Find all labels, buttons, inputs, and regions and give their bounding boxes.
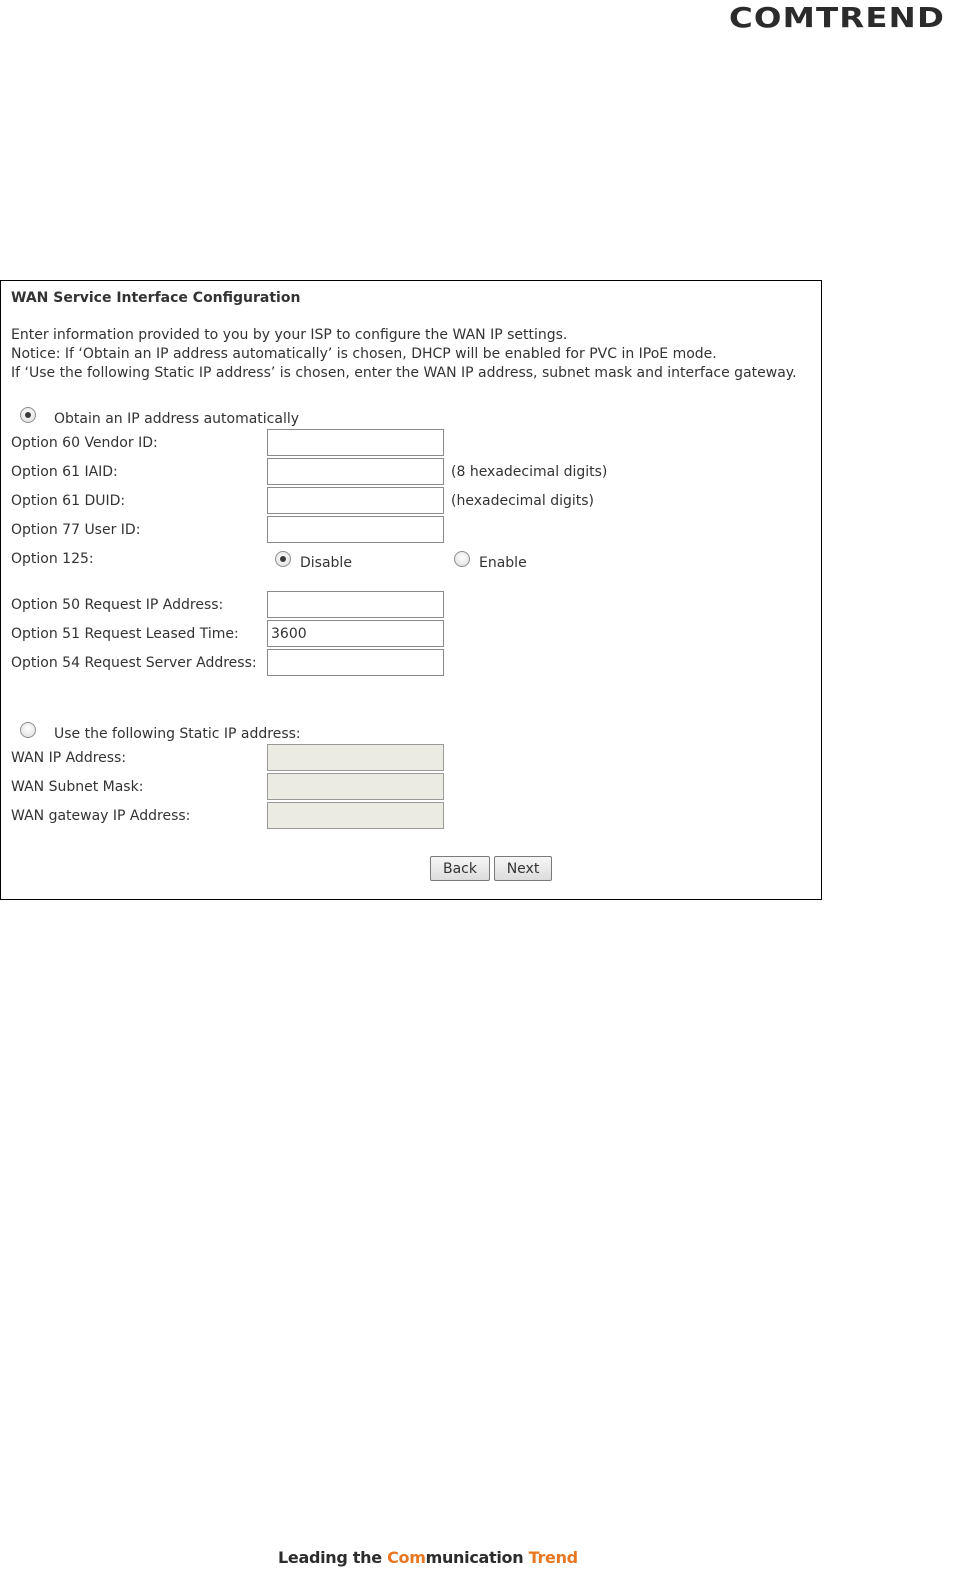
next-button[interactable]: Next (494, 856, 552, 881)
intro-line-3: If ‘Use the following Static IP address’ is chosen, enter the WAN IP address, subnet mask and interface gateway. (11, 365, 797, 381)
wan-subnet-input[interactable] (267, 773, 444, 800)
back-button[interactable]: Back (430, 856, 490, 881)
comtrend-logo (729, 2, 947, 30)
option60-vendor-id-input[interactable] (267, 429, 444, 456)
option51-leased-time-input[interactable] (267, 620, 444, 647)
obtain-auto-radio[interactable] (20, 407, 36, 423)
wan-subnet-label: WAN Subnet Mask: (11, 779, 144, 795)
static-ip-label: Use the following Static IP address: (54, 726, 301, 742)
option125-enable-radio[interactable] (454, 551, 470, 567)
wan-gateway-input[interactable] (267, 802, 444, 829)
wan-service-config-panel (0, 280, 822, 900)
wan-gateway-label: WAN gateway IP Address: (11, 808, 191, 824)
logo-text: COMTREND (729, 2, 945, 30)
comtrend-logo-svg (729, 2, 947, 30)
option125-disable-radio[interactable] (275, 551, 291, 567)
footer-part-1: Leading the (278, 1548, 388, 1567)
option61-iaid-input[interactable] (267, 458, 444, 485)
option54-server-address-input[interactable] (267, 649, 444, 676)
obtain-auto-label: Obtain an IP address automatically (54, 411, 300, 427)
footer-part-4: Trend (528, 1548, 578, 1567)
intro-line-2: Notice: If ‘Obtain an IP address automatically’ is chosen, DHCP will be enabled for PVC in IPoE mode. (11, 346, 717, 362)
wan-ip-input[interactable] (267, 744, 444, 771)
footer-part-2: Com (387, 1548, 426, 1567)
option125-label: Option 125: (11, 551, 94, 567)
footer-part-3: munication (425, 1548, 529, 1567)
option61-duid-hint: (hexadecimal digits) (451, 493, 595, 509)
option50-request-ip-input[interactable] (267, 591, 444, 618)
option61-iaid-label: Option 61 IAID: (11, 464, 118, 480)
footer-tagline (278, 1548, 578, 1567)
option61-duid-label: Option 61 DUID: (11, 493, 126, 509)
option50-label: Option 50 Request IP Address: (11, 597, 224, 613)
panel-title: WAN Service Interface Configuration (11, 290, 301, 306)
static-ip-radio[interactable] (20, 722, 36, 738)
option61-iaid-hint: (8 hexadecimal digits) (451, 464, 608, 480)
option77-user-id-input[interactable] (267, 516, 444, 543)
intro-line-1: Enter information provided to you by your ISP to configure the WAN IP settings. (11, 327, 568, 343)
option51-label: Option 51 Request Leased Time: (11, 626, 239, 642)
option61-duid-input[interactable] (267, 487, 444, 514)
option60-label: Option 60 Vendor ID: (11, 435, 158, 451)
option77-label: Option 77 User ID: (11, 522, 141, 538)
option54-label: Option 54 Request Server Address: (11, 655, 257, 671)
option125-disable-label: Disable (300, 555, 352, 571)
option125-enable-label: Enable (479, 555, 527, 571)
wan-ip-label: WAN IP Address: (11, 750, 127, 766)
